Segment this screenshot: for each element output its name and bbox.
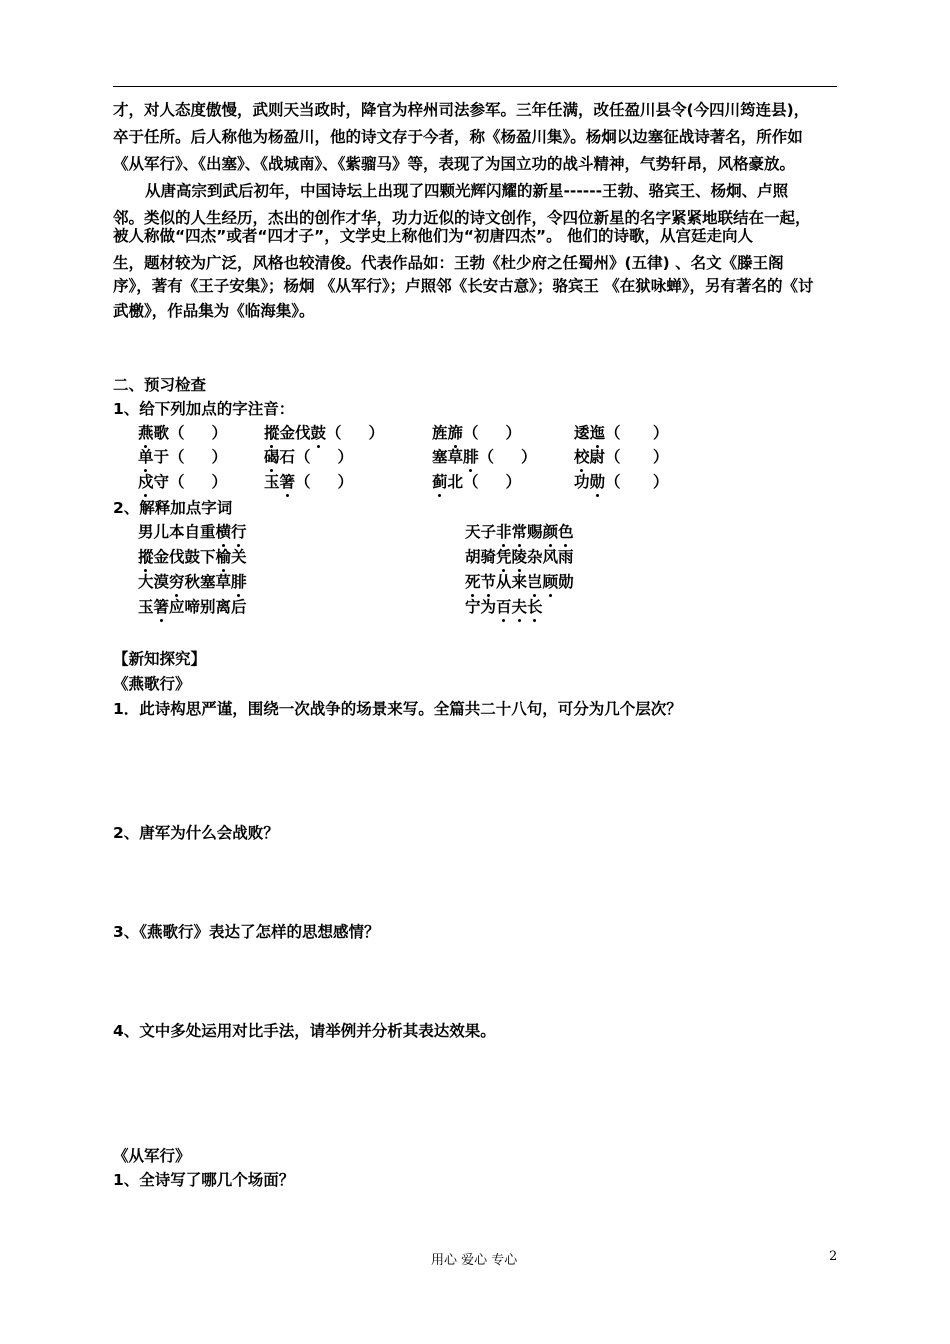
intro-line: 卒于任所。后人称他为杨盈川，他的诗文存于今者，称《杨盈川集》。杨炯以边塞征战诗著名，所作如 (113, 128, 803, 146)
footer-text: 用心 爱心 专心 (431, 1253, 518, 1268)
intro-line: 《从军行》、《出塞》、《战城南》、《紫骝马》等，表现了为国立功的战斗精神，气势轩昂，风格豪放。 (113, 155, 796, 173)
pinyin-item: 单于（ ） (138, 448, 227, 466)
pinyin-item: 戍守（ ） (138, 473, 227, 491)
intro-line: 生，题材较为广泛，风格也较清俊。代表作品如：王勃《杜少府之任蜀州》(五律) 、名文《滕王阁 (113, 254, 784, 272)
pinyin-item: 碣石（ ） (264, 448, 353, 466)
pinyin-item: 摐金伐鼓（ ） (264, 424, 385, 442)
pinyin-item: 玉箸（ ） (264, 473, 354, 491)
word-item: 玉箸应啼别离后 (138, 598, 247, 616)
question-item: 1、全诗写了哪几个场面？ (113, 1171, 295, 1189)
question-label: 1、给下列加点的字注音： (113, 400, 295, 418)
word-item: 天子非常赐颜色 (465, 523, 574, 541)
word-item: 摐金伐鼓下榆关 (138, 548, 247, 566)
intro-line: 序》，著有《王子安集》；杨炯 《从军行》；卢照邻《长安古意》；骆宾王 《在狱咏蝉》，另有著名的《讨 (113, 277, 814, 295)
word-item: 胡骑凭陵杂风雨 (465, 548, 574, 566)
pinyin-item: 校尉（ ） (574, 448, 669, 466)
intro-line: 被人称做“四杰”或者“四才子”，文学史上称他们为“初唐四杰”。 他们的诗歌，从宫廷走向人 (113, 227, 754, 245)
pinyin-item: 蓟北（ ） (432, 473, 521, 491)
question-item: 2、唐军为什么会战败？ (113, 824, 279, 842)
word-item: 大漠穷秋塞草腓 (138, 573, 247, 591)
section-heading: 二、预习检查 (113, 376, 207, 394)
intro-line: 从唐高宗到武后初年，中国诗坛上出现了四颗光辉闪耀的新星------王勃、骆宾王、杨炯、卢照 (145, 182, 789, 200)
pinyin-item: 燕歌（ ） (138, 424, 227, 442)
question-item: 1．此诗构思严谨，围绕一次战争的场景来写。全篇共二十八句，可分为几个层次？ (113, 700, 682, 718)
section-heading: 【新知探究】 (113, 650, 207, 668)
poem-title: 《燕歌行》 (113, 675, 191, 693)
question-label: 2、解释加点字词 (113, 499, 233, 517)
question-item: 4、文中多处运用对比手法，请举例并分析其表达效果。 (113, 1022, 496, 1040)
poem-title: 《从军行》 (113, 1147, 191, 1165)
intro-line: 邻。类似的人生经历，杰出的创作才华，功力近似的诗文创作，令四位新星的名字紧紧地联结在一起， (113, 209, 811, 227)
word-item: 宁为百夫长 (465, 598, 543, 616)
question-item: 3、《燕歌行》表达了怎样的思想感情？ (113, 923, 380, 941)
intro-line: 武檄》，作品集为《临海集》。 (113, 302, 315, 320)
header-rule (113, 86, 837, 87)
pinyin-item: 旌旆（ ） (432, 424, 522, 442)
pinyin-item: 逶迤（ ） (574, 424, 669, 442)
intro-line: 才，对人态度傲慢，武则天当政时，降官为梓州司法参军。三年任满，改任盈川县令(今四川筠连县)， (113, 101, 810, 119)
pinyin-item: 塞草腓（ ） (432, 448, 537, 466)
word-item: 死节从来岂顾勋 (465, 573, 574, 591)
page-number: 2 (829, 1249, 838, 1264)
pinyin-item: 功勋（ ） (574, 473, 669, 491)
word-item: 男儿本自重横行 (138, 523, 247, 541)
